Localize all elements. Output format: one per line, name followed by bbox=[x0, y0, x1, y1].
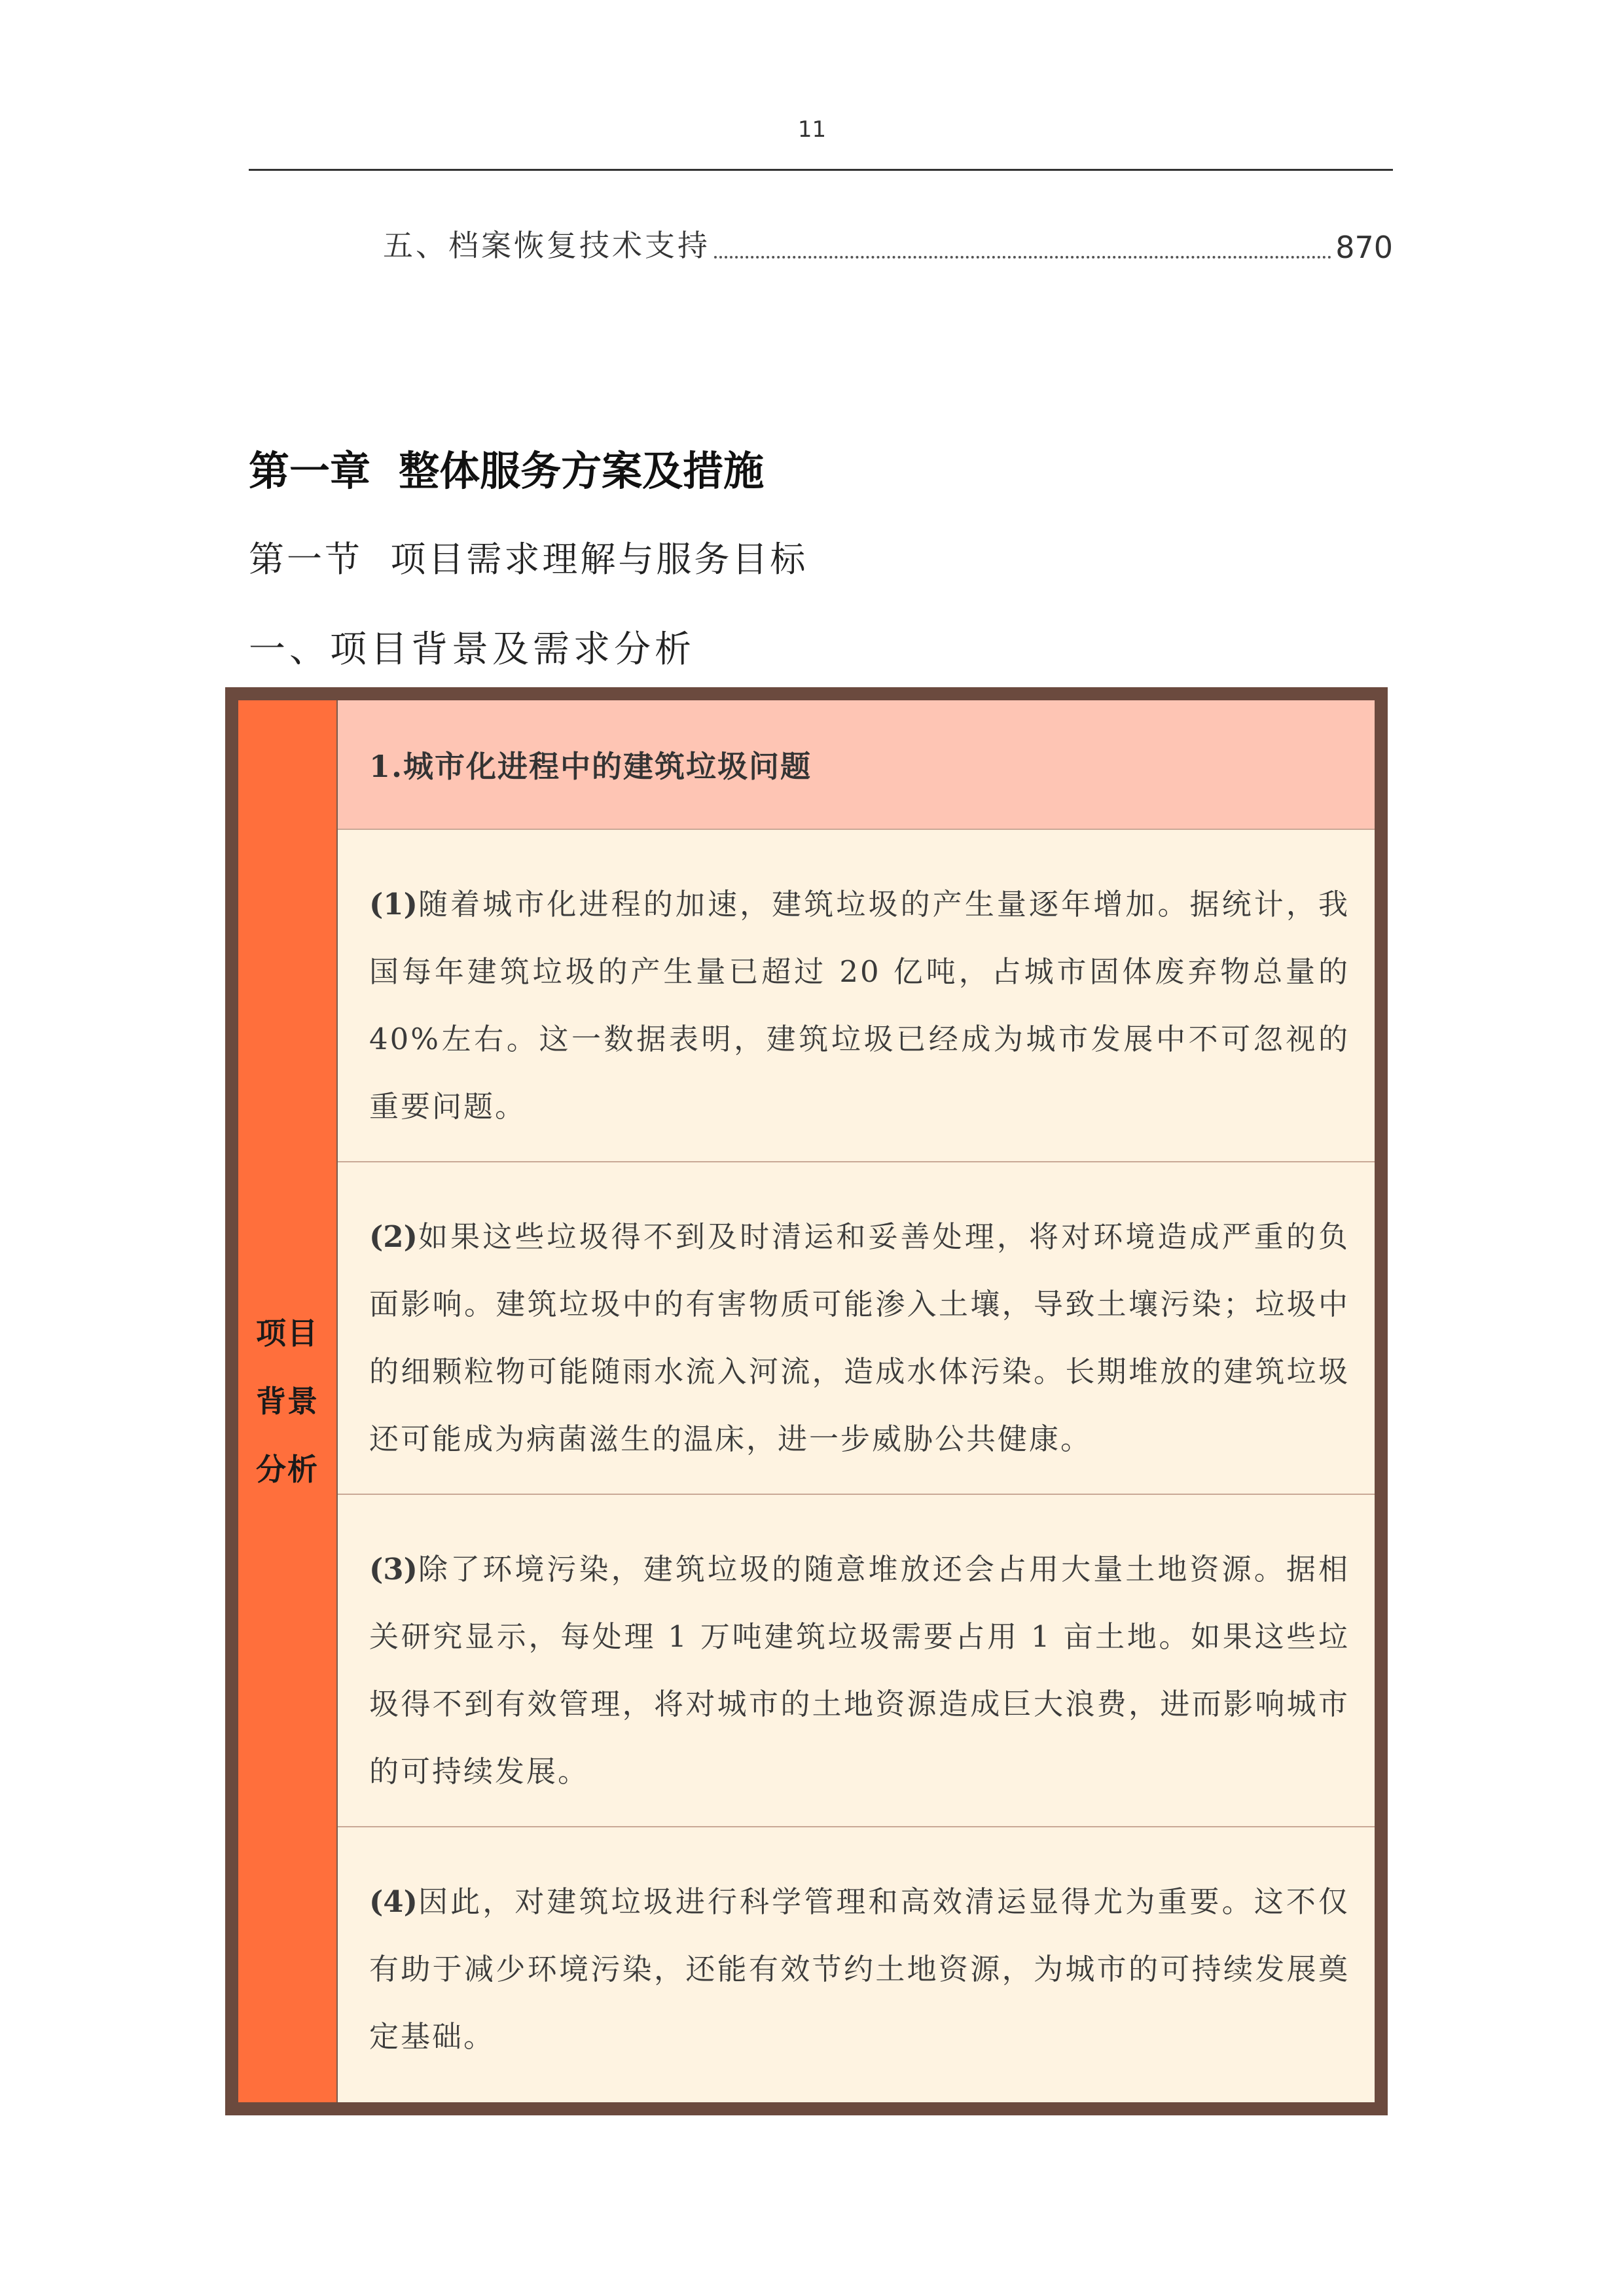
paragraph-cell bbox=[338, 830, 1375, 1162]
paragraph-number: (2) bbox=[369, 1219, 418, 1254]
side-label-line: 项目 bbox=[256, 1316, 319, 1351]
table-content-column bbox=[338, 700, 1375, 2102]
toc-entry-title: 五、档案恢复技术支持 bbox=[383, 228, 710, 263]
paragraph-text: 因此，对建筑垃圾进行科学管理和高效清运显得尤为重要。这不仅有助于减少环境污染，还能有效节约土地资源，为城市的可持续发展奠定基础。 bbox=[369, 1884, 1350, 2054]
paragraph-cell bbox=[338, 1162, 1375, 1495]
paragraph-number: (3) bbox=[369, 1552, 418, 1587]
page-number: 11 bbox=[797, 117, 827, 143]
chapter-title: 第一章 整体服务方案及措施 bbox=[249, 447, 765, 495]
paragraph-text: 除了环境污染，建筑垃圾的随意堆放还会占用大量土地资源。据相关研究显示，每处理 1 万吨建筑垃圾需要占用 1 亩土地。如果这些垃圾得不到有效管理，将对城市的土地资源造成巨大浪费，进而影响城市的可持续发展。 bbox=[369, 1552, 1350, 1789]
side-label-cell bbox=[238, 700, 338, 2102]
side-label-line: 分析 bbox=[256, 1452, 319, 1487]
subsection-title: 一、项目背景及需求分析 bbox=[249, 628, 695, 671]
side-label-line: 背景 bbox=[256, 1384, 319, 1419]
toc-entry-page: 870 bbox=[1335, 230, 1393, 265]
table-header-cell: 1.城市化进程中的建筑垃圾问题 bbox=[338, 700, 1375, 830]
paragraph-cell bbox=[338, 1827, 1375, 2102]
paragraph-cell bbox=[338, 1495, 1375, 1827]
side-label bbox=[251, 1299, 323, 1503]
paragraph-number: (1) bbox=[369, 887, 418, 922]
paragraph-number: (4) bbox=[369, 1884, 418, 1919]
paragraph-text: 如果这些垃圾得不到及时清运和妥善处理，将对环境造成严重的负面影响。建筑垃圾中的有害物质可能渗入土壤，导致土壤污染；垃圾中的细颗粒物可能随雨水流入河流，造成水体污染。长期堆放的建筑垃圾还可能成为病菌滋生的温床，进一步威胁公共健康。 bbox=[369, 1219, 1350, 1456]
section-title: 第一节 项目需求理解与服务目标 bbox=[249, 539, 808, 580]
background-analysis-table bbox=[225, 687, 1388, 2115]
header-divider bbox=[249, 169, 1393, 171]
toc-dot-leader bbox=[714, 256, 1331, 259]
toc-entry[interactable] bbox=[383, 219, 1393, 265]
paragraph-text: 随着城市化进程的加速，建筑垃圾的产生量逐年增加。据统计，我国每年建筑垃圾的产生量已超过 20 亿吨，占城市固体废弃物总量的 40%左右。这一数据表明，建筑垃圾已经成为城市发展中不可忽视的重要问题。 bbox=[369, 887, 1350, 1124]
